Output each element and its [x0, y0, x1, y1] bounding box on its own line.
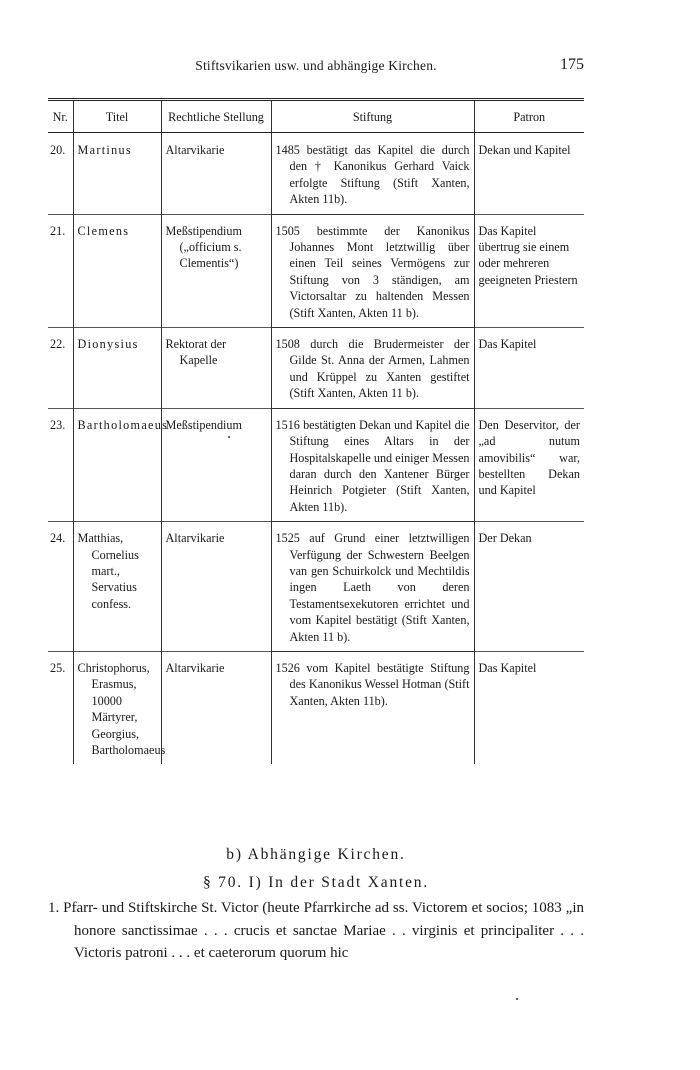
- titel-text: Christophorus, Erasmus, 10000 Märtyrer, Georgius, Bartholomaeus: [77, 660, 166, 757]
- cell-nr: 24.: [48, 522, 73, 652]
- stellung-text: Meßstipendium („officium s. Clementis“): [165, 223, 243, 271]
- cell-stellung: [161, 214, 271, 327]
- cell-stiftung: [271, 214, 474, 327]
- page-header: [48, 58, 584, 80]
- stiftung-text: 1508 durch die Brudermeister der Gilde St. Anna der Armen, Lahmen und Krüppel zu Xanten gestiftet (Stift Xanten, Akten 11 b).: [275, 337, 470, 401]
- cell-titel: Dionysius: [73, 328, 161, 409]
- cell-titel: [73, 651, 166, 764]
- cell-stellung: Meßstipendium: [161, 408, 271, 521]
- section-heading-b-text: b) Abhängige Kirchen.: [226, 846, 406, 863]
- cell-titel: [73, 522, 161, 652]
- stiftung-text: 1505 bestimmte der Kanonikus Johannes Mont letztwillig über einen Teil seines Vermögens zur Stiftung von 3 ständigen, am Victorsaltar zu haltenden Messen (Stift Xanten, Akten 11 b).: [275, 223, 470, 320]
- table-header-row: [48, 100, 584, 133]
- cell-stiftung: [271, 408, 474, 521]
- section-heading-b: [48, 846, 584, 864]
- table-row: [48, 133, 584, 215]
- cell-stellung: [161, 328, 271, 409]
- cell-patron: Der Dekan: [474, 522, 584, 652]
- cell-nr: 21.: [48, 214, 73, 327]
- cell-patron: Das Kapitel: [474, 328, 584, 409]
- stiftung-text: 1485 bestätigt das Kapitel die durch den † Kanonikus Gerhard Vaick erfolgte Stiftung (Stift Xanten, Akten 11b).: [275, 143, 470, 207]
- cell-titel: Martinus: [73, 133, 161, 215]
- stiftung-text: 1525 auf Grund einer letztwilligen Verfügung der Schwestern Beelgen van gen Schuirkolck und Mechtildis ingen Laeth von deren Testamentsexekutoren errichtet und vom Kapitel bestätigt (Stift Xanten, Akten 11 b).: [275, 531, 470, 644]
- stiftung-text: 1516 bestätigten Dekan und Kapitel die Stiftung eines Altars in der Hospitalskapelle und einiger Messen daran durch den Xantener Bürger Heinrich Potgieter (Stift Xanten, Akten 11b).: [275, 417, 470, 514]
- paragraph-text: 1. Pfarr- und Stiftskirche St. Victor (heute Pfarrkirche ad ss. Victorem et socios; 1083 „in honore sanctissimae . . . crucis et sanctae Mariae . . virginis et principaliter . . . Victoris patroni . . . et caeterorum quorum hic: [48, 900, 584, 961]
- cell-patron: Dekan und Kapitel: [474, 133, 584, 215]
- col-header-stiftung: Stiftung: [271, 100, 474, 133]
- cell-stellung: Altarvikarie: [161, 651, 271, 764]
- col-header-nr: Nr.: [48, 100, 73, 133]
- cell-stiftung: [271, 328, 474, 409]
- cell-nr: 23.: [48, 408, 73, 521]
- titel-text: Matthias, Cornelius mart., Servatius confess.: [77, 531, 139, 611]
- cell-patron: Das Kapitel übertrug sie einem oder mehreren geeigneten Priestern: [474, 214, 584, 327]
- col-header-stellung: Rechtliche Stellung: [161, 100, 271, 133]
- page-number: 175: [560, 56, 584, 73]
- table-row: [48, 651, 584, 764]
- body-paragraph: [48, 897, 584, 965]
- cell-stiftung: [271, 133, 474, 215]
- cell-patron: Den Deservitor, der „ad nutum amovibilis“ war, bestellten Dekan und Kapitel: [474, 408, 584, 521]
- cell-stellung: Altarvikarie: [161, 133, 271, 215]
- print-speck: [516, 998, 518, 1000]
- print-speck: [228, 436, 230, 438]
- table-row: [48, 408, 584, 521]
- cell-patron: Das Kapitel: [474, 651, 584, 764]
- cell-titel: [73, 408, 169, 521]
- col-header-patron: Patron: [474, 100, 584, 133]
- titel-text: Bartholomaeus: [77, 417, 169, 432]
- stiftung-text: 1526 vom Kapitel bestätigte Stiftung des Kanonikus Wessel Hotman (Stift Xanten, Akten 11b).: [275, 660, 470, 708]
- running-title: Stiftsvikarien usw. und abhängige Kirchen.: [195, 58, 437, 73]
- table-row: [48, 214, 584, 327]
- table-row: [48, 522, 584, 652]
- cell-stiftung: [271, 522, 474, 652]
- cell-titel: Clemens: [73, 214, 161, 327]
- cell-nr: 22.: [48, 328, 73, 409]
- cell-stiftung: [271, 651, 474, 764]
- cell-stellung: Altarvikarie: [161, 522, 271, 652]
- vikarien-table: [48, 98, 584, 764]
- section-heading-70: [48, 874, 584, 892]
- section-heading-70-text: § 70. I) In der Stadt Xanten.: [202, 874, 430, 891]
- table-row: [48, 328, 584, 409]
- cell-nr: 20.: [50, 143, 66, 157]
- cell-nr: 25.: [48, 651, 73, 764]
- stellung-text: Rektorat der Kapelle: [165, 337, 227, 368]
- col-header-titel: Titel: [73, 100, 161, 133]
